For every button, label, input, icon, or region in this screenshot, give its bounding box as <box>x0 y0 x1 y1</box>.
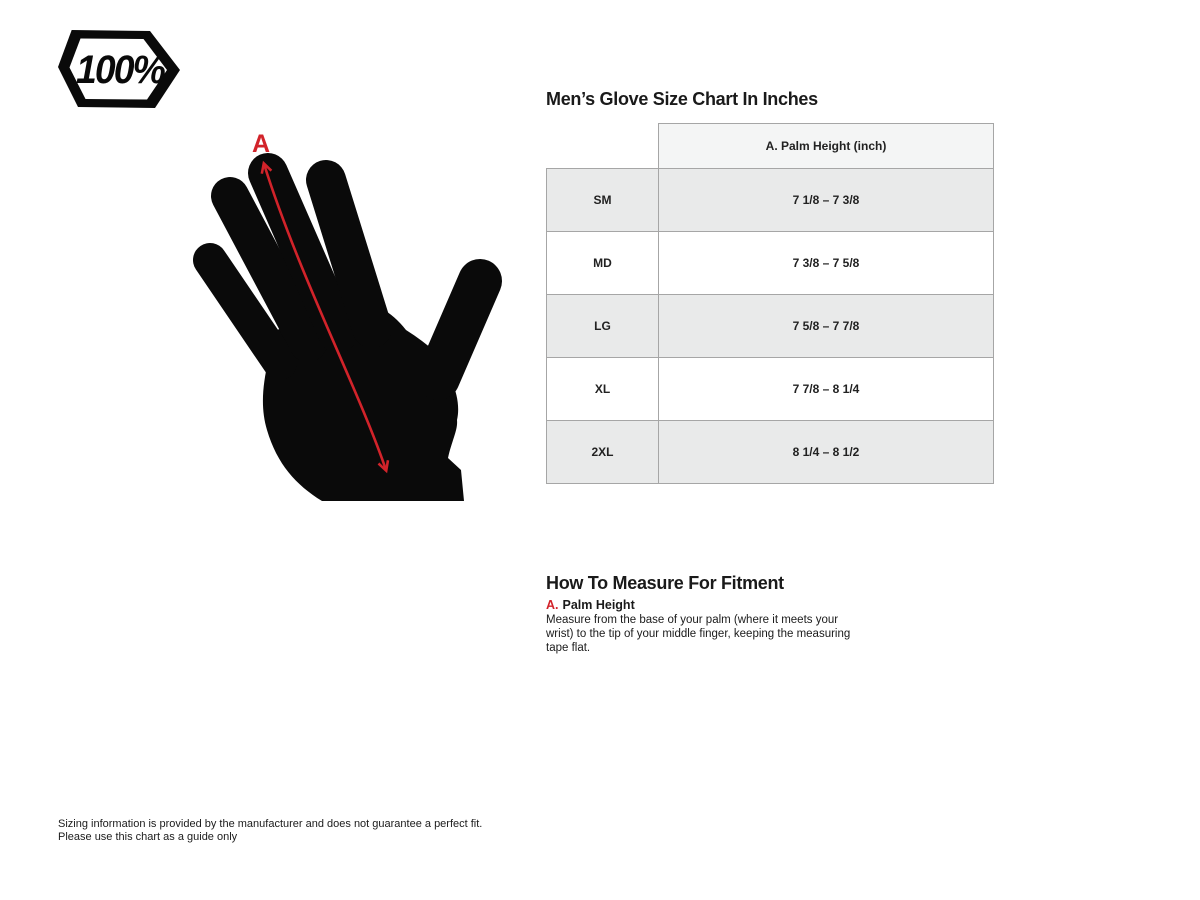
size-chart-table <box>546 123 994 484</box>
measure-label-name: Palm Height <box>562 598 635 612</box>
sizing-disclaimer <box>58 818 482 844</box>
size-chart-title: Men’s Glove Size Chart In Inches <box>546 89 818 109</box>
size-cell: LG <box>547 295 659 358</box>
measure-instructions <box>546 613 850 655</box>
brand-logo-100-percent-icon <box>58 30 182 108</box>
glove-hand-figure <box>180 118 515 513</box>
measure-label-letter: A. <box>546 598 559 612</box>
range-cell: 8 1/4 – 8 1/2 <box>659 421 994 484</box>
table-corner-cell <box>547 124 659 169</box>
size-cell: SM <box>547 169 659 232</box>
size-cell: MD <box>547 232 659 295</box>
range-cell: 7 1/8 – 7 3/8 <box>659 169 994 232</box>
table-row-md <box>547 232 994 295</box>
measure-instructions-line: tape flat. <box>546 642 591 654</box>
size-cell: XL <box>547 358 659 421</box>
palm-height-measure-label <box>546 598 635 612</box>
sizing-disclaimer-line: Please use this chart as a guide only <box>58 831 238 843</box>
glove-thumb <box>438 281 480 378</box>
measure-instructions-line: Measure from the base of your palm (where it meets your <box>546 614 839 626</box>
palm-height-column-header: A. Palm Height (inch) <box>659 124 994 169</box>
range-cell: 7 7/8 – 8 1/4 <box>659 358 994 421</box>
measurement-label-a: A <box>251 130 271 158</box>
sizing-disclaimer-line: Sizing information is provided by the manufacturer and does not guarantee a perfect fit. <box>58 818 483 830</box>
table-row-xl <box>547 358 994 421</box>
fitment-section-title: How To Measure For Fitment <box>546 573 784 593</box>
table-row-2xl <box>547 421 994 484</box>
measure-instructions-line: wrist) to the tip of your middle finger, keeping the measuring <box>546 628 851 640</box>
logo-text: 100% <box>76 48 166 92</box>
table-row-lg <box>547 295 994 358</box>
range-cell: 7 3/8 – 7 5/8 <box>659 232 994 295</box>
table-header-row <box>547 124 994 169</box>
size-cell: 2XL <box>547 421 659 484</box>
range-cell: 7 5/8 – 7 7/8 <box>659 295 994 358</box>
table-row-sm <box>547 169 994 232</box>
